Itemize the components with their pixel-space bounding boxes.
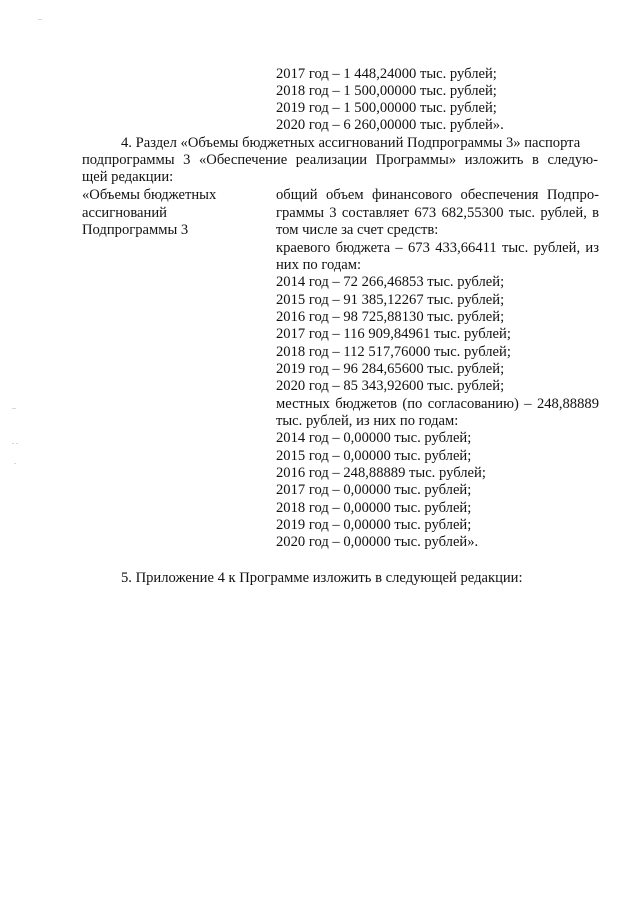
year-line: 2018 год – 1 500,00000 тыс. рублей; [276, 83, 497, 99]
content-line: том числе за счет средств: [276, 222, 439, 238]
year-line: 2020 год – 0,00000 тыс. рублей». [276, 534, 479, 550]
scan-mark: .. [12, 402, 16, 411]
content-line: краевого бюджета – 673 433,66411 тыс. рублей, из [276, 240, 599, 256]
year-line: 2017 год – 116 909,84961 тыс. рублей; [276, 326, 511, 342]
year-line: 2019 год – 1 500,00000 тыс. рублей; [276, 100, 497, 116]
label-line: Подпрограммы 3 [82, 222, 189, 238]
year-line: 2016 год – 248,88889 тыс. рублей; [276, 465, 486, 481]
item-5-paragraph: 5. Приложение 4 к Программе изложить в следующей редакции: [121, 570, 523, 586]
content-line: граммы 3 составляет 673 682,55300 тыс. рублей, в [276, 205, 599, 221]
year-line: 2020 год – 6 260,00000 тыс. рублей». [276, 117, 504, 133]
content-line: местных бюджетов (по согласованию) – 248,88889 [276, 396, 599, 412]
year-line: 2015 год – 0,00000 тыс. рублей; [276, 448, 472, 464]
year-line: 2014 год – 0,00000 тыс. рублей; [276, 430, 472, 446]
content-line: тыс. рублей, из них по годам: [276, 413, 459, 429]
year-line: 2019 год – 0,00000 тыс. рублей; [276, 517, 472, 533]
content-line: них по годам: [276, 257, 362, 273]
year-line: 2017 год – 1 448,24000 тыс. рублей; [276, 66, 497, 82]
year-line: 2015 год – 91 385,12267 тыс. рублей; [276, 292, 505, 308]
label-line: ассигнований [82, 205, 167, 221]
label-line: «Объемы бюджетных [82, 187, 217, 203]
year-line: 2018 год – 0,00000 тыс. рублей; [276, 500, 472, 516]
year-line: 2014 год – 72 266,46853 тыс. рублей; [276, 274, 505, 290]
item-4-line: 4. Раздел «Объемы бюджетных ассигнований Подпрограммы 3» паспорта [121, 135, 581, 151]
item-4-line: щей редакции: [82, 169, 174, 185]
year-line: 2018 год – 112 517,76000 тыс. рублей; [276, 344, 511, 360]
year-line: 2019 год – 96 284,65600 тыс. рублей; [276, 361, 505, 377]
scan-mark: . [14, 457, 16, 466]
year-line: 2016 год – 98 725,88130 тыс. рублей; [276, 309, 505, 325]
year-line: 2020 год – 85 343,92600 тыс. рублей; [276, 378, 505, 394]
scan-mark: .. [38, 13, 42, 22]
item-4-line: подпрограммы 3 «Обеспечение реализации Программы» изложить в следую- [82, 152, 598, 168]
content-line: общий объем финансового обеспечения Подпро- [276, 187, 599, 203]
scan-mark: . . [12, 437, 18, 446]
year-line: 2017 год – 0,00000 тыс. рублей; [276, 482, 472, 498]
